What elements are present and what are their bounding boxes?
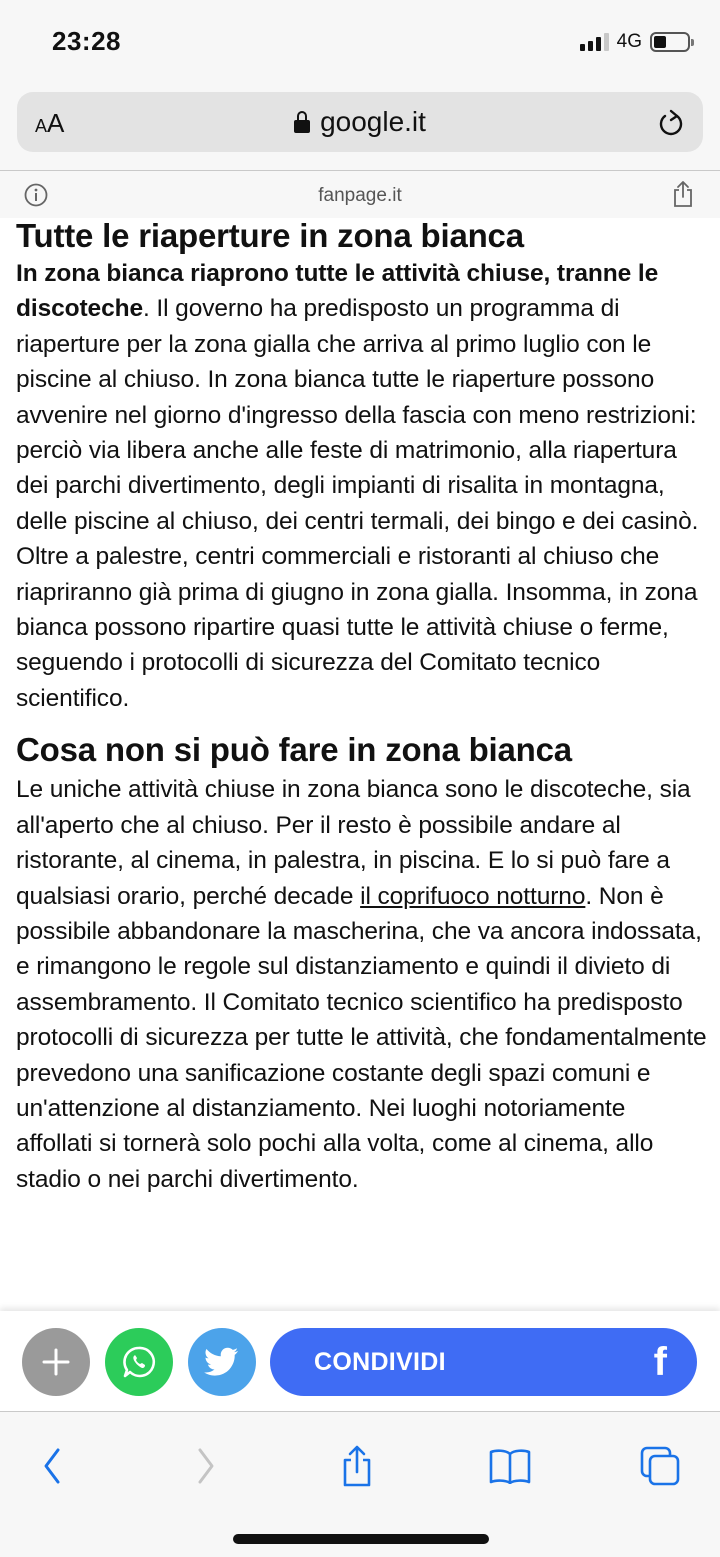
text-size-large-glyph: A xyxy=(47,108,65,138)
signal-strength-icon xyxy=(580,33,609,51)
facebook-share-button[interactable] xyxy=(270,1328,697,1396)
tabs-button[interactable] xyxy=(630,1436,690,1496)
paragraph-text: . Non è possibile abbandonare la mascherina, che va ancora indossata, e rimangono le regole sul distanziamento e quindi il divieto di assembramento. Il Comitato tecnico scientifico ha predisposto protocolli di sicurezza per tutte le attività, che fondamentalmente prevedono una sanificazione costante degli spazi comuni e un'attenzione al distanziamento. Nei luoghi notoriamente affollati si tornerà solo pochi alla volta, come al cinema, allo stadio o nei parchi divertimento. xyxy=(16,882,707,1193)
more-share-button[interactable] xyxy=(22,1328,90,1396)
chevron-left-icon xyxy=(40,1446,64,1486)
reload-button[interactable] xyxy=(657,108,685,143)
share-icon xyxy=(340,1444,374,1488)
share-button[interactable] xyxy=(327,1436,387,1496)
section-heading: Tutte le riaperture in zona bianca xyxy=(16,217,524,254)
site-name: fanpage.it xyxy=(318,185,402,206)
whatsapp-icon xyxy=(121,1344,157,1380)
url-display[interactable] xyxy=(17,106,703,138)
address-bar[interactable] xyxy=(17,92,703,152)
paragraph-text: . Il governo ha predisposto un programma di riaperture per la zona gialla che arriva al primo luglio con le piscine al chiuso. In zona bianca tutte le riaperture possono avvenire nel giorno d'ingresso della fascia con meno restrizioni: perciò via libera anche alle feste di matrimonio, alla riapertura dei parchi divertimento, degli impianti di risalita in montagna, delle piscine al chiuso, dei centri termali, dei bingo e dei casinò. Oltre a palestre, centri commerciali e ristoranti al chiuso che riapriranno già prima di giugno in zona gialla. Insomma, in zona bianca possono ripartire quasi tutte le attività chiuse o ferme, seguendo i protocolli di sicurezza del Comitato tecnico scientifico. xyxy=(16,295,699,712)
section-paragraph xyxy=(16,256,708,716)
status-time: 23:28 xyxy=(52,26,121,56)
twitter-icon xyxy=(204,1347,240,1377)
home-indicator[interactable] xyxy=(233,1534,489,1544)
whatsapp-share-button[interactable] xyxy=(105,1328,173,1396)
article-content xyxy=(16,216,708,1311)
battery-icon xyxy=(650,32,690,52)
facebook-icon: f xyxy=(653,1340,667,1384)
bold-lead: In zona bianca riaprono tutte le attività chiuse, tranne le discoteche xyxy=(16,260,659,323)
url-domain: google.it xyxy=(320,106,426,137)
reload-icon xyxy=(657,108,685,138)
twitter-share-button[interactable] xyxy=(188,1328,256,1396)
site-info-bar xyxy=(0,170,720,218)
paragraph-text: Le uniche attività chiuse in zona bianca sono le discoteche, sia all'aperto che al chiuso. Per il resto è possibile andare al ristorante, al cinema, in palestra, in piscina. E lo si può fare a qualsiasi orario, perché decade xyxy=(16,776,691,910)
address-bar-area xyxy=(0,86,720,170)
book-icon xyxy=(488,1448,532,1484)
section-heading: Cosa non si può fare in zona bianca xyxy=(16,731,572,769)
tabs-icon xyxy=(639,1445,681,1487)
status-indicators xyxy=(580,31,690,53)
section-paragraph xyxy=(16,772,708,1197)
status-bar xyxy=(0,0,720,86)
site-share-button[interactable] xyxy=(672,180,694,213)
share-bar xyxy=(0,1311,720,1412)
facebook-share-label: CONDIVIDI xyxy=(314,1348,446,1376)
share-icon xyxy=(672,180,694,208)
browser-toolbar xyxy=(0,1412,720,1557)
text-size-small-glyph: A xyxy=(35,116,48,136)
coprifuoco-link[interactable]: il coprifuoco notturno xyxy=(360,882,586,910)
network-type: 4G xyxy=(616,31,642,52)
back-button[interactable] xyxy=(22,1436,82,1496)
chevron-right-icon xyxy=(194,1446,218,1486)
plus-icon xyxy=(41,1347,71,1377)
bookmarks-button[interactable] xyxy=(480,1436,540,1496)
forward-button[interactable] xyxy=(176,1436,236,1496)
lock-icon xyxy=(294,111,310,133)
